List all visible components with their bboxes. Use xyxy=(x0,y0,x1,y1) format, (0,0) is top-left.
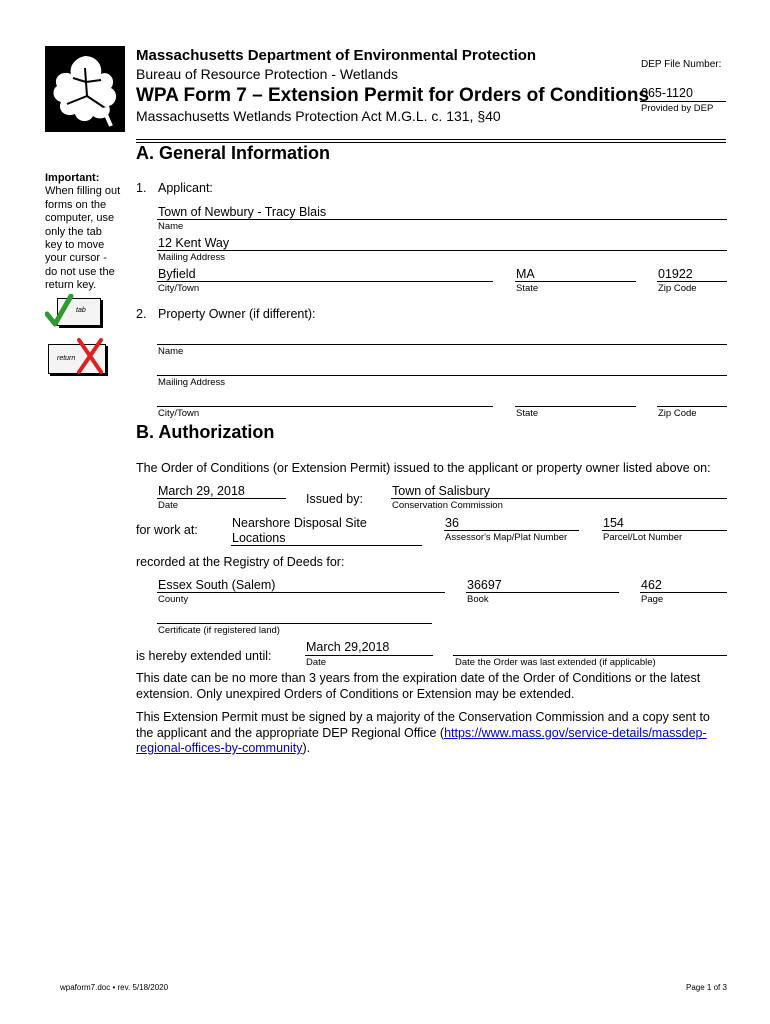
owner-name-label: Name xyxy=(158,346,184,357)
applicant-address-field[interactable]: 12 Kent Way xyxy=(158,236,230,250)
order-date-label: Date xyxy=(158,500,179,511)
order-date-line xyxy=(157,498,286,499)
dep-file-line xyxy=(640,101,726,102)
section-b-title: B. Authorization xyxy=(136,422,275,442)
recorded-text: recorded at the Registry of Deeds for: xyxy=(136,555,345,569)
applicant-city-line xyxy=(157,281,493,282)
applicant-number: 1. xyxy=(136,181,147,195)
applicant-state-field[interactable]: MA xyxy=(516,267,535,281)
important-line: When filling out xyxy=(45,185,121,198)
work-location-line-rule xyxy=(231,545,422,546)
note-text: the applicant and the appropriate DEP Regional Office ( xyxy=(136,725,445,740)
important-line: your cursor - xyxy=(45,252,107,265)
order-date-field[interactable]: March 29, 2018 xyxy=(158,484,245,498)
section-a-title: A. General Information xyxy=(136,143,331,163)
issued-by-label: Issued by: xyxy=(306,492,363,506)
note-line: This date can be no more than 3 years from the expiration date of the Order of Conditions or the latest xyxy=(136,671,701,685)
page-line xyxy=(640,592,727,593)
footer-page-number: Page 1 of 3 xyxy=(686,983,727,992)
applicant-name-field[interactable]: Town of Newbury - Tracy Blais xyxy=(158,205,327,219)
note-line xyxy=(136,726,736,742)
commission-label: Conservation Commission xyxy=(392,500,503,511)
for-work-label: for work at: xyxy=(136,523,198,537)
applicant-city-label: City/Town xyxy=(158,283,200,294)
form-title: WPA Form 7 – Extension Permit for Orders of Conditions xyxy=(136,85,650,106)
work-location-line: Nearshore Disposal Site xyxy=(232,516,367,530)
return-key-illustration xyxy=(45,336,109,380)
book-line xyxy=(466,592,619,593)
owner-state-line[interactable] xyxy=(515,406,636,407)
certificate-label: Certificate (if registered land) xyxy=(158,625,280,636)
applicant-address-label: Mailing Address xyxy=(158,252,226,263)
extended-date-label: Date xyxy=(306,657,327,668)
applicant-zip-field[interactable]: 01922 xyxy=(658,267,693,281)
map-plat-field[interactable]: 36 xyxy=(445,516,459,530)
work-location-line: Locations xyxy=(232,531,286,545)
work-location-field[interactable] xyxy=(232,516,367,546)
page-field[interactable]: 462 xyxy=(641,578,662,592)
important-line: forms on the xyxy=(45,198,107,211)
important-title: Important: xyxy=(45,172,100,184)
extended-date-line xyxy=(305,655,433,656)
signature-note xyxy=(136,710,736,757)
dep-file-number[interactable]: 065-1120 xyxy=(641,86,693,100)
important-line: key to move xyxy=(45,239,105,252)
x-mark-icon xyxy=(75,336,105,376)
parcel-label: Parcel/Lot Number xyxy=(603,532,683,543)
important-line: computer, use xyxy=(45,212,115,225)
applicant-state-line xyxy=(515,281,636,282)
bureau-name: Bureau of Resource Protection - Wetlands xyxy=(136,66,398,82)
owner-zip-line[interactable] xyxy=(657,406,727,407)
owner-number: 2. xyxy=(136,307,147,321)
dep-logo xyxy=(45,46,125,132)
page-label: Page xyxy=(641,594,664,605)
book-label: Book xyxy=(467,594,489,605)
owner-address-line[interactable] xyxy=(157,375,727,376)
agency-name: Massachusetts Department of Environmental Protection xyxy=(136,47,537,64)
authorization-intro: The Order of Conditions (or Extension Permit) issued to the applicant or property owner listed above on: xyxy=(136,461,711,475)
provided-by-label: Provided by DEP xyxy=(641,103,714,114)
regional-office-link[interactable]: https://www.mass.gov/service-details/massdep- xyxy=(444,725,707,740)
county-label: County xyxy=(158,594,189,605)
last-extended-label: Date the Order was last extended (if applicable) xyxy=(455,657,656,668)
note-line: extension. Only unexpired Orders of Conditions or Extension may be extended. xyxy=(136,686,575,701)
applicant-zip-label: Zip Code xyxy=(658,283,697,294)
applicant-name-label: Name xyxy=(158,221,184,232)
applicant-city-field[interactable]: Byfield xyxy=(158,267,196,281)
note-line: This Extension Permit must be signed by a majority of the Conservation Commission and a copy sent to xyxy=(136,710,710,724)
county-line xyxy=(157,592,445,593)
important-line: return key. xyxy=(45,279,97,292)
important-line: do not use the xyxy=(45,265,115,278)
parcel-line xyxy=(602,530,727,531)
extended-date-field[interactable]: March 29,2018 xyxy=(306,640,390,654)
owner-address-label: Mailing Address xyxy=(158,377,226,388)
check-mark-icon xyxy=(45,294,75,328)
owner-zip-label: Zip Code xyxy=(658,408,697,419)
book-field[interactable]: 36697 xyxy=(467,578,502,592)
applicant-address-line xyxy=(157,250,727,251)
map-plat-label: Assessor's Map/Plat Number xyxy=(445,532,568,543)
footer-doc-rev: wpaform7.doc • rev. 5/18/2020 xyxy=(60,983,169,992)
applicant-zip-line xyxy=(657,281,727,282)
act-reference: Massachusetts Wetlands Protection Act M.G.L. c. 131, §40 xyxy=(136,108,501,124)
owner-city-label: City/Town xyxy=(158,408,200,419)
commission-line xyxy=(391,498,727,499)
last-extended-line[interactable] xyxy=(453,655,727,656)
regional-office-link-cont[interactable]: regional-offices-by-community xyxy=(136,741,303,755)
oak-leaf-icon xyxy=(45,46,125,132)
applicant-name-line xyxy=(157,219,727,220)
important-note xyxy=(45,172,120,293)
owner-label: Property Owner (if different): xyxy=(158,307,316,321)
extension-limit-note xyxy=(136,671,736,702)
tab-key-text: tab xyxy=(76,307,86,314)
owner-city-line[interactable] xyxy=(157,406,493,407)
owner-state-label: State xyxy=(516,408,539,419)
extended-until-label: is hereby extended until: xyxy=(136,649,272,663)
return-key-text: return xyxy=(57,355,76,362)
map-plat-line xyxy=(444,530,579,531)
parcel-field[interactable]: 154 xyxy=(603,516,624,530)
commission-field[interactable]: Town of Salisbury xyxy=(392,484,490,498)
county-field[interactable]: Essex South (Salem) xyxy=(158,578,276,592)
applicant-label: Applicant: xyxy=(158,181,213,195)
dep-file-label: DEP File Number: xyxy=(641,59,722,70)
note-line xyxy=(136,741,736,757)
important-line: only the tab xyxy=(45,225,102,238)
tab-key-illustration xyxy=(45,294,103,330)
owner-name-line[interactable] xyxy=(157,344,727,345)
note-text: ). xyxy=(302,741,311,755)
certificate-line[interactable] xyxy=(157,623,432,624)
applicant-state-label: State xyxy=(516,283,539,294)
